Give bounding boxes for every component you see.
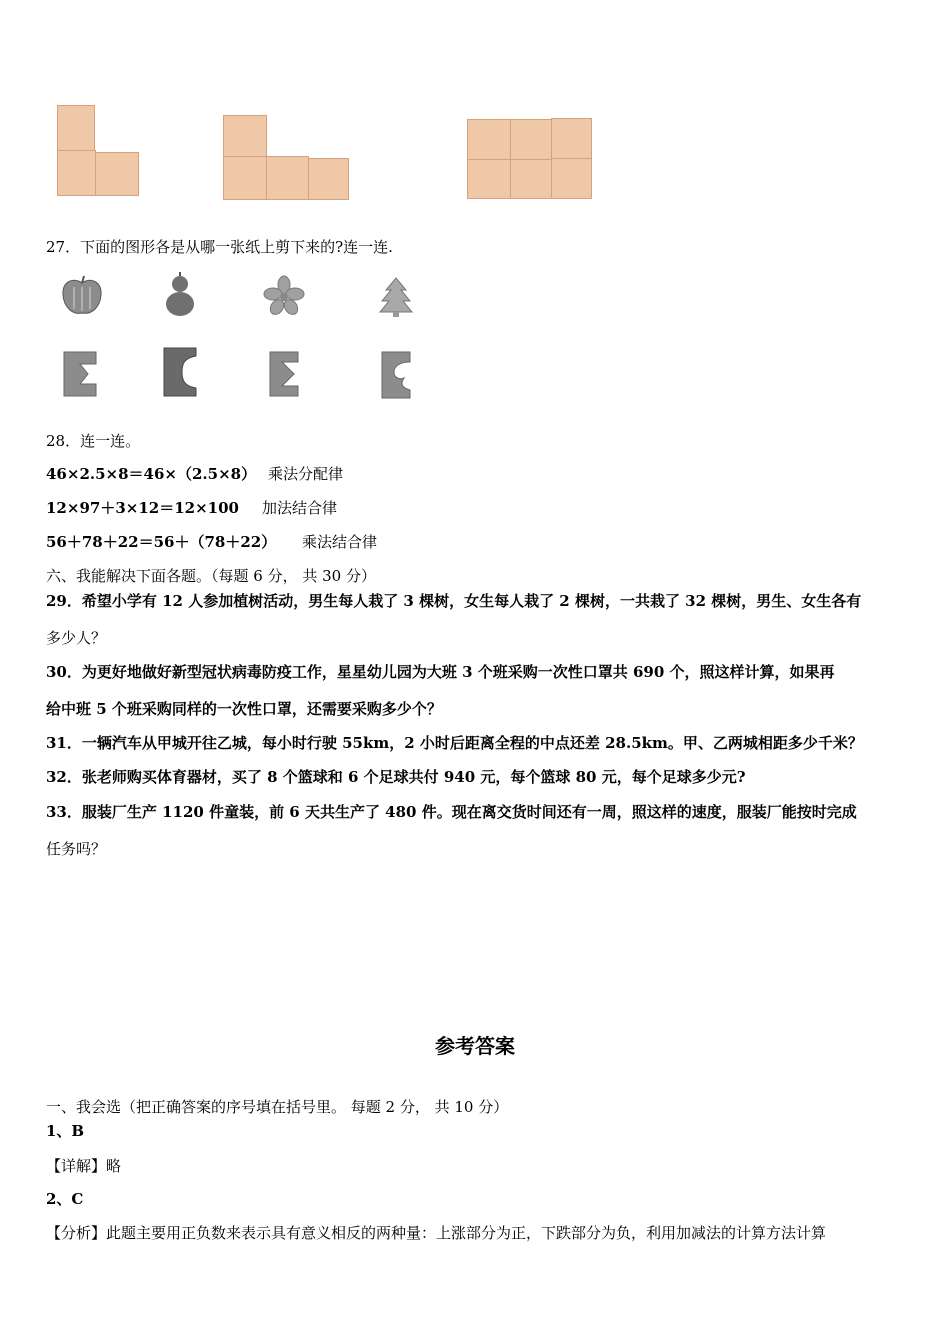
answer-2-analysis: 【分析】此题主要用正负数来表示具有意义相反的两种量：上涨部分为正，下跌部分为负，利用加减法的计算方法计算 <box>46 1224 827 1242</box>
paper-cutout-1 <box>62 350 98 398</box>
q29-line-1: 29．希望小学有 12 人参加植树活动，男生每人栽了 3 棵树，女生每人栽了 2 棵树，一共栽了 32 棵树，男生、女生各有 <box>46 592 862 610</box>
flower-shape-icon <box>264 276 304 316</box>
paper-cutout-2 <box>160 346 200 398</box>
q29-line-2: 多少人？ <box>46 629 107 647</box>
q32-text: 32．张老师购买体育器材，买了 8 个篮球和 6 个足球共付 940 元，每个篮球 80 元，每个足球多少元? <box>46 768 746 786</box>
q28-row-2-law: 加法结合律 <box>262 499 338 517</box>
q28-row-3-expr: 56＋78＋22＝56＋（78＋22） <box>46 533 277 551</box>
q28-title: 28．连一连。 <box>46 432 141 450</box>
q33-line-2: 任务吗？ <box>46 840 107 858</box>
q28-row-2-expr: 12×97＋3×12＝12×100 <box>46 499 239 517</box>
q33-line-1: 33．服装厂生产 1120 件童装，前 6 天共生产了 480 件。现在离交货时间还有一周，照这样的速度，服装厂能按时完成 <box>46 803 857 821</box>
q30-line-2: 给中班 5 个班采购同样的一次性口罩，还需要采购多少个？ <box>46 700 442 718</box>
paper-cutout-4 <box>380 350 412 400</box>
apple-shape-icon <box>60 275 104 317</box>
gourd-shape-icon <box>163 272 197 318</box>
q28-row-1-law: 乘法分配律 <box>268 465 344 483</box>
answer-1-detail: 【详解】略 <box>46 1157 122 1175</box>
q31-text: 31．一辆汽车从甲城开往乙城，每小时行驶 55km，2 小时后距离全程的中点还差 28.5km。甲、乙两城相距多少千米？ <box>46 734 863 752</box>
answers-section-1: 一、我会选（把正确答案的序号填在括号里。 每题 2 分， 共 10 分） <box>46 1098 509 1116</box>
q28-row-1-expr: 46×2.5×8＝46×（2.5×8） <box>46 465 257 483</box>
section-6-title: 六、我能解决下面各题。（每题 6 分， 共 30 分） <box>46 567 376 585</box>
q30-line-1: 30．为更好地做好新型冠状病毒防疫工作，星星幼儿园为大班 3 个班采购一次性口罩共 690 个，照这样计算，如果再 <box>46 663 835 681</box>
tree-shape-icon <box>378 276 414 318</box>
q28-row-3-law: 乘法结合律 <box>302 533 378 551</box>
answer-2: 2、C <box>46 1190 84 1208</box>
paper-cutout-3 <box>268 350 300 398</box>
q27-text: 27．下面的图形各是从哪一张纸上剪下来的?连一连. <box>46 238 393 256</box>
answer-1: 1、B <box>46 1122 85 1140</box>
answers-heading: 参考答案 <box>435 1034 515 1058</box>
